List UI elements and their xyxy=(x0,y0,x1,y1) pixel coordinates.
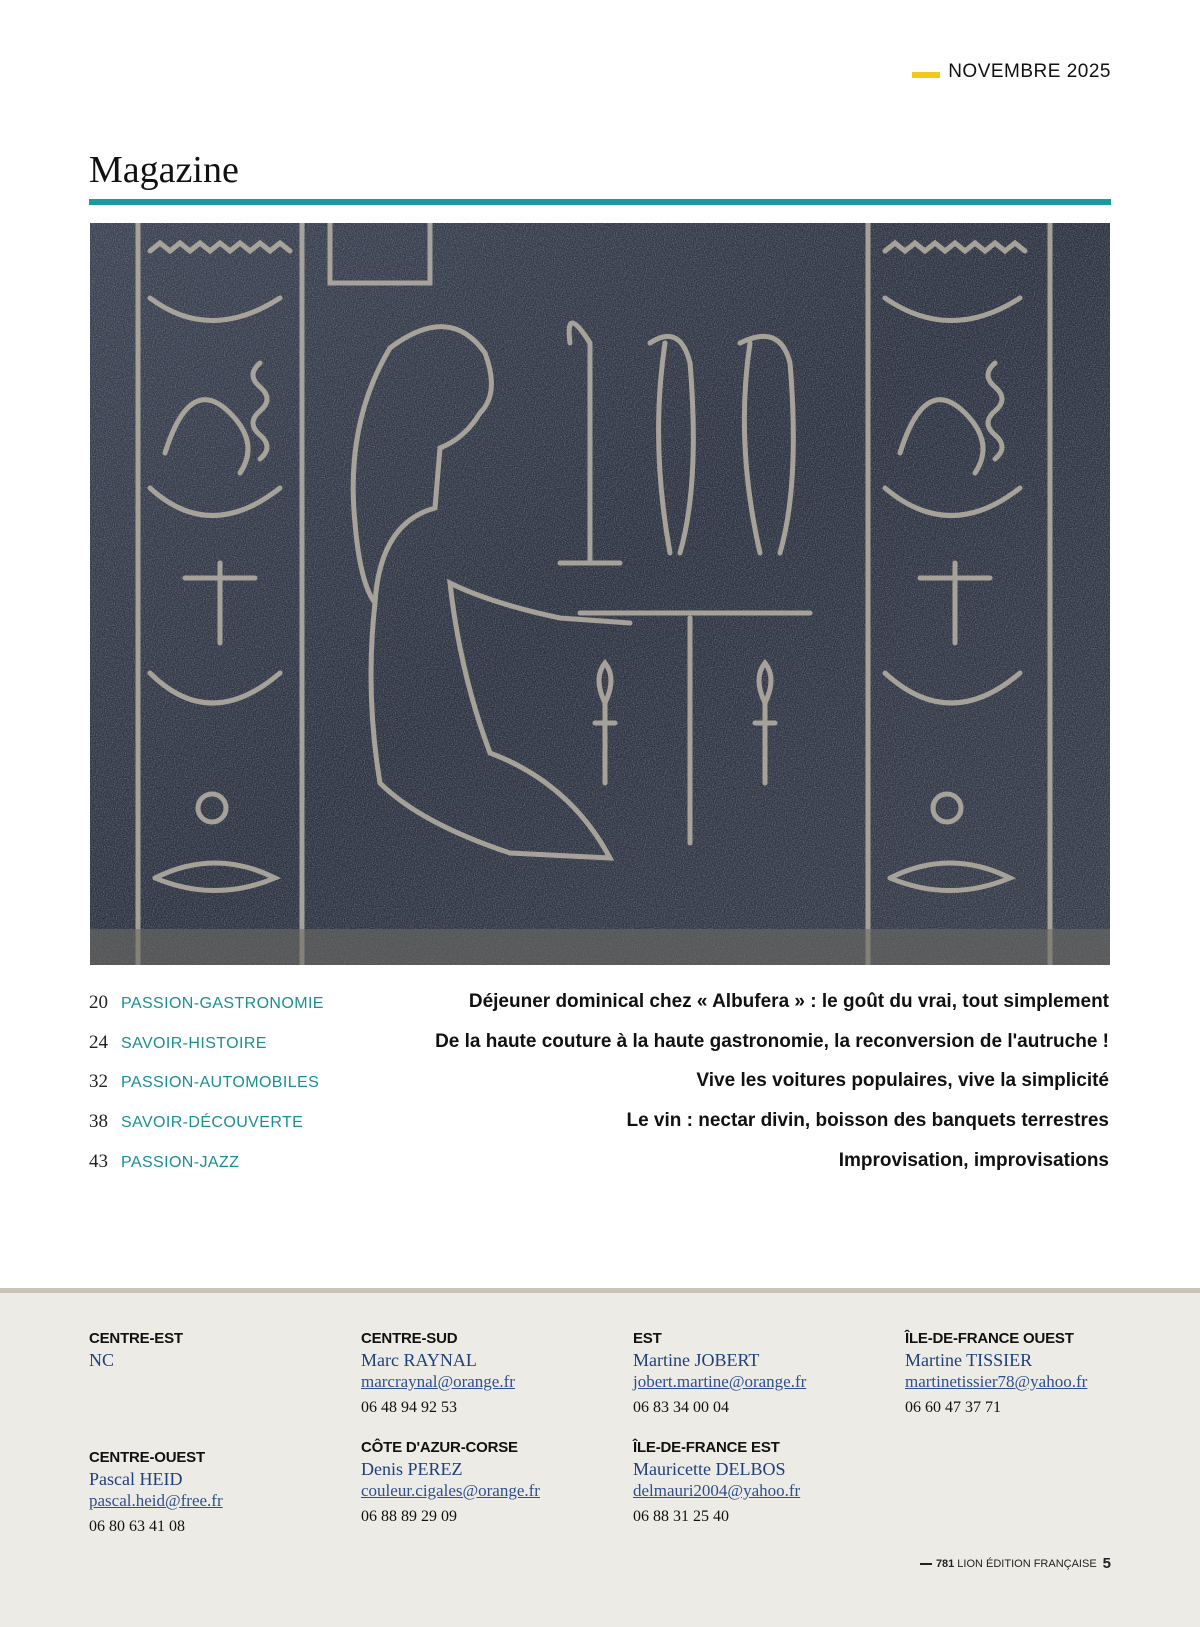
toc-page-number: 32 xyxy=(89,1071,108,1093)
contact-name: Martine TISSIER xyxy=(905,1350,1033,1370)
contact-name: Pascal HEID xyxy=(89,1469,183,1489)
contact-region: CENTRE-EST xyxy=(89,1330,183,1347)
yellow-marker xyxy=(912,72,940,78)
toc-rubric: PASSION-GASTRONOMIE xyxy=(121,995,324,1012)
contact-name: Mauricette DELBOS xyxy=(633,1459,786,1479)
contact-email-link[interactable]: delmauri2004@yahoo.fr xyxy=(633,1481,801,1500)
contact-email-link[interactable]: marcraynal@orange.fr xyxy=(361,1372,515,1391)
toc-rubric: PASSION-JAZZ xyxy=(121,1153,240,1171)
egyptian-relief-illustration xyxy=(90,223,1110,965)
contact-region: ÎLE-DE-FRANCE EST xyxy=(633,1439,780,1456)
issue-date-text: NOVEMBRE 2025 xyxy=(948,61,1111,82)
toc-headline: Improvisation, improvisations xyxy=(838,1149,1109,1171)
hero-image xyxy=(90,223,1110,965)
contact-name: Denis PEREZ xyxy=(361,1459,463,1479)
contact-phone: 06 48 94 92 53 xyxy=(361,1399,457,1416)
toc-headline: Déjeuner dominical chez « Albufera » : le goût du vrai, tout simplement xyxy=(468,991,1109,1012)
toc-headline: Vive les voitures populaires, vive la simplicité xyxy=(696,1070,1109,1092)
contact-email-link[interactable]: couleur.cigales@orange.fr xyxy=(361,1481,540,1500)
table-of-contents xyxy=(89,988,1109,1186)
contact-ile-de-france-est xyxy=(633,1438,883,1528)
contact-region: EST xyxy=(633,1330,662,1347)
publication-name: LION ÉDITION FRANÇAISE xyxy=(957,1557,1097,1570)
page-number: 5 xyxy=(1102,1555,1111,1572)
contact-region: CENTRE-OUEST xyxy=(89,1449,205,1466)
toc-page-number: 38 xyxy=(89,1111,108,1133)
contact-email-link[interactable]: pascal.heid@free.fr xyxy=(89,1491,223,1510)
contact-phone: 06 80 63 41 08 xyxy=(89,1518,185,1535)
contact-region: CÔTE D'AZUR-CORSE xyxy=(361,1439,518,1456)
contact-cote-azur-corse xyxy=(361,1438,611,1528)
toc-page-number: 43 xyxy=(89,1150,108,1172)
contacts-footer xyxy=(0,1288,1200,1627)
footer-dash xyxy=(920,1563,932,1565)
toc-headline: Le vin : nectar divin, boisson des banquets terrestres xyxy=(626,1110,1109,1132)
contact-phone: 06 88 89 29 09 xyxy=(361,1508,457,1525)
page-footer xyxy=(920,1555,1111,1572)
toc-row[interactable] xyxy=(89,1067,1109,1107)
toc-row[interactable] xyxy=(89,1107,1109,1147)
contact-name: NC xyxy=(89,1350,115,1370)
page-title: Magazine xyxy=(89,149,239,191)
contact-centre-est xyxy=(89,1329,339,1371)
toc-row[interactable] xyxy=(89,988,1109,1028)
toc-page-number: 20 xyxy=(89,992,108,1013)
contact-est xyxy=(633,1329,883,1419)
toc-rubric: PASSION-AUTOMOBILES xyxy=(121,1074,320,1092)
contact-name: Marc RAYNAL xyxy=(361,1350,477,1370)
toc-headline: De la haute couture à la haute gastronomie, la reconversion de l'autruche ! xyxy=(435,1030,1109,1052)
toc-rubric: SAVOIR-HISTOIRE xyxy=(121,1034,267,1052)
toc-row[interactable] xyxy=(89,1147,1109,1187)
contact-email-link[interactable]: jobert.martine@orange.fr xyxy=(633,1372,807,1391)
contact-centre-sud xyxy=(361,1329,611,1419)
issue-date xyxy=(912,61,1111,83)
contact-phone: 06 60 47 37 71 xyxy=(905,1399,1001,1416)
issue-number: 781 xyxy=(935,1557,955,1570)
contact-region: ÎLE-DE-FRANCE OUEST xyxy=(905,1330,1074,1347)
toc-row[interactable] xyxy=(89,1028,1109,1068)
toc-rubric: SAVOIR-DÉCOUVERTE xyxy=(121,1114,304,1132)
contact-region: CENTRE-SUD xyxy=(361,1330,458,1347)
contact-ile-de-france-ouest xyxy=(905,1329,1155,1419)
contact-centre-ouest xyxy=(89,1448,339,1538)
toc-page-number: 24 xyxy=(89,1031,108,1053)
title-rule xyxy=(89,199,1111,205)
contact-name: Martine JOBERT xyxy=(633,1350,760,1370)
contact-phone: 06 83 34 00 04 xyxy=(633,1399,729,1416)
contact-phone: 06 88 31 25 40 xyxy=(633,1508,729,1525)
contact-email-link[interactable]: martinetissier78@yahoo.fr xyxy=(905,1372,1088,1391)
